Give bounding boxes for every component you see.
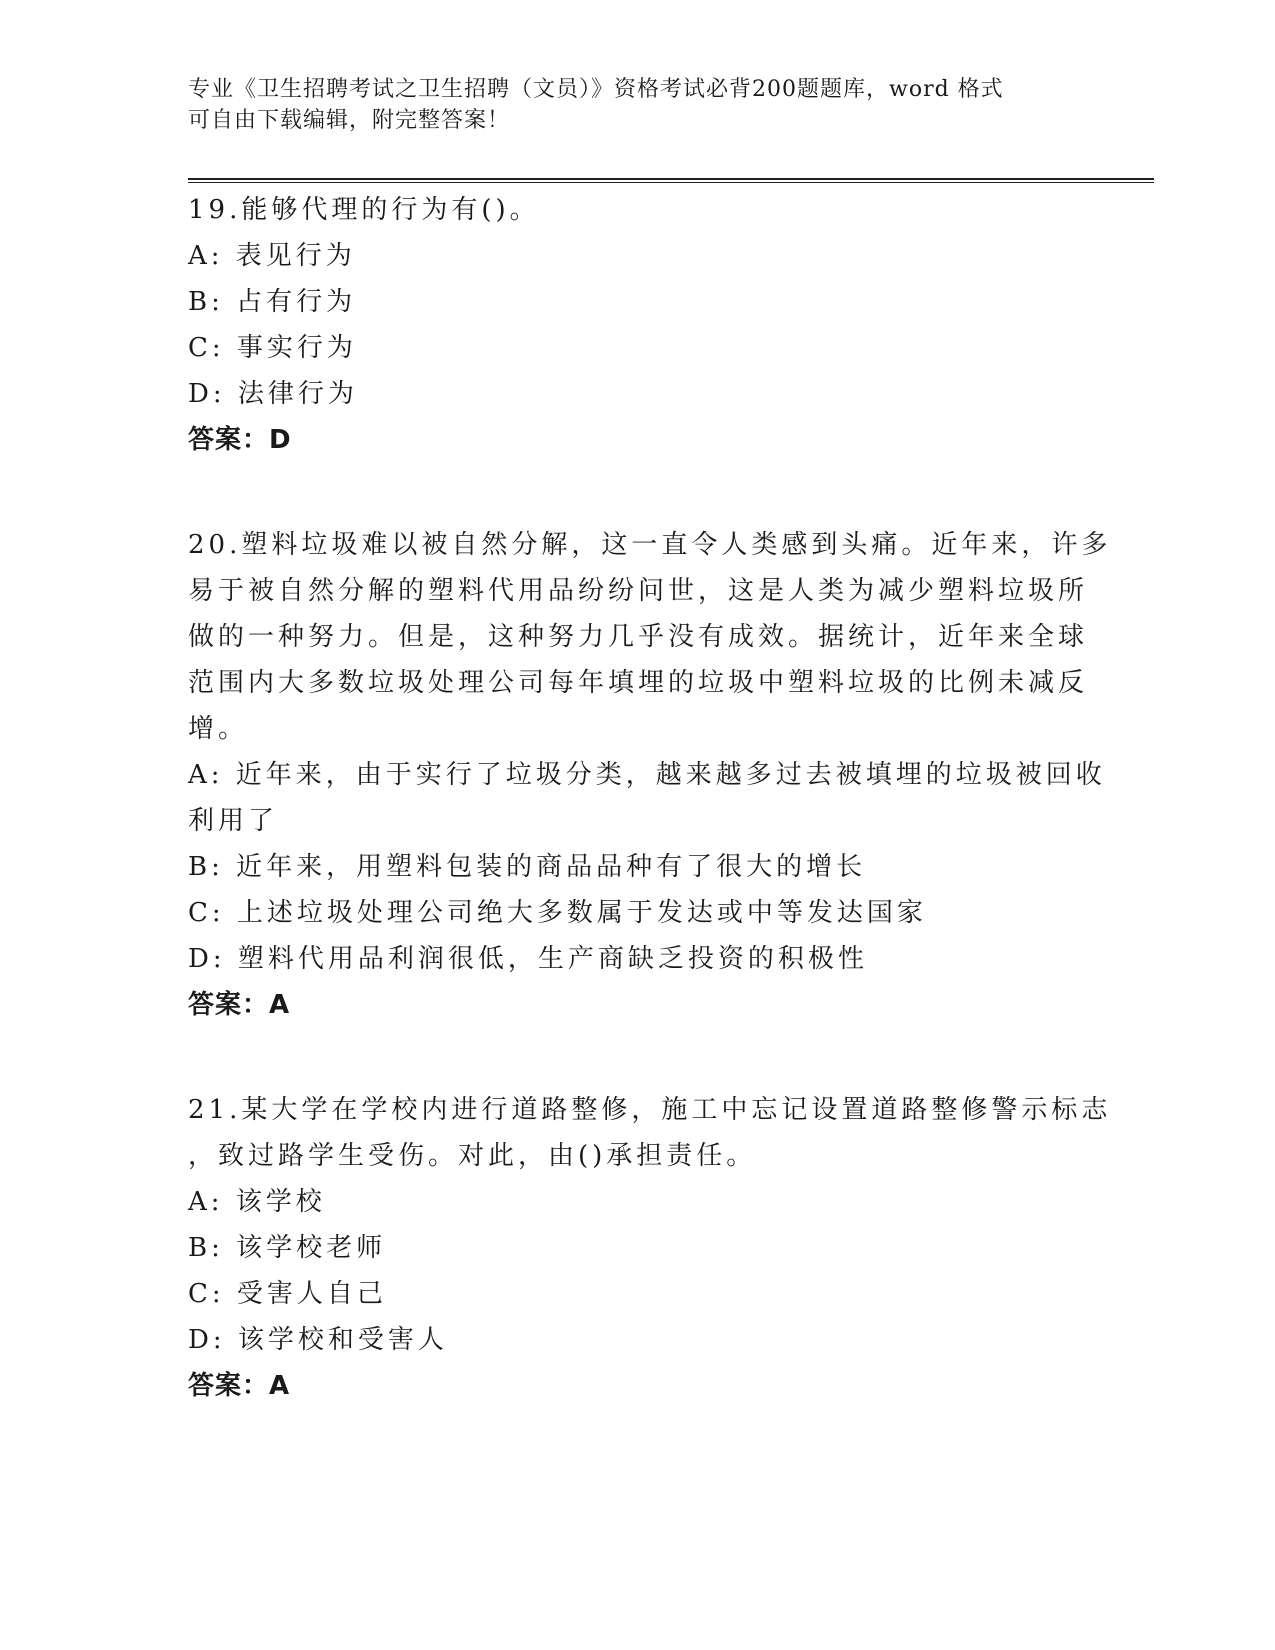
- question-list: [188, 187, 1112, 1409]
- option-d: D: 该学校和受害人: [188, 1325, 448, 1355]
- option-b: B: 占有行为: [188, 287, 357, 317]
- document-header: [188, 74, 1068, 136]
- question-spacer: [188, 1028, 1088, 1087]
- option-b: B: 近年来，用塑料包装的商品品种有了很大的增长: [188, 852, 867, 882]
- option-d: D: 法律行为: [188, 379, 358, 409]
- question-19: [188, 187, 1088, 463]
- header-title-line-2: 可自由下载编辑，附完整答案！: [188, 108, 511, 133]
- option-c: C: 事实行为: [188, 333, 357, 363]
- question-stem: 范围内大多数垃圾处理公司每年填埋的垃圾中塑料垃圾的比例未减反: [188, 668, 1089, 698]
- answer-label: 答案：D: [188, 425, 292, 455]
- header-divider: [188, 178, 1154, 183]
- header-title-line-1: 专业《卫生招聘考试之卫生招聘（文员）》资格考试必背200题题库，word 格式: [188, 77, 1004, 102]
- answer-label: 答案：A: [188, 990, 291, 1020]
- question-21: [188, 1087, 1112, 1409]
- question-stem: 21.某大学在学校内进行道路整修，施工中忘记设置道路整修警示标志: [188, 1095, 1112, 1125]
- question-20: [188, 522, 1112, 1028]
- option-a-continued: 利用了: [188, 806, 279, 836]
- option-a: A: 近年来，由于实行了垃圾分类，越来越多过去被填埋的垃圾被回收: [188, 760, 1106, 790]
- question-stem: ，致过路学生受伤。对此，由()承担责任。: [188, 1141, 757, 1171]
- option-b: B: 该学校老师: [188, 1233, 387, 1263]
- option-d: D: 塑料代用品利润很低，生产商缺乏投资的积极性: [188, 944, 868, 974]
- question-stem: 做的一种努力。但是，这种努力几乎没有成效。据统计，近年来全球: [188, 622, 1089, 652]
- answer-label: 答案：A: [188, 1371, 291, 1401]
- question-stem: 增。: [188, 714, 249, 744]
- question-stem: 20.塑料垃圾难以被自然分解，这一直令人类感到头痛。近年来，许多: [188, 530, 1112, 560]
- question-stem: 19.能够代理的行为有()。: [188, 195, 540, 225]
- question-stem: 易于被自然分解的塑料代用品纷纷问世，这是人类为减少塑料垃圾所: [188, 576, 1089, 606]
- option-a: A: 表见行为: [188, 241, 356, 271]
- option-a: A: 该学校: [188, 1187, 326, 1217]
- question-spacer: [188, 463, 1088, 522]
- option-c: C: 受害人自己: [188, 1279, 387, 1309]
- option-c: C: 上述垃圾处理公司绝大多数属于发达或中等发达国家: [188, 898, 927, 928]
